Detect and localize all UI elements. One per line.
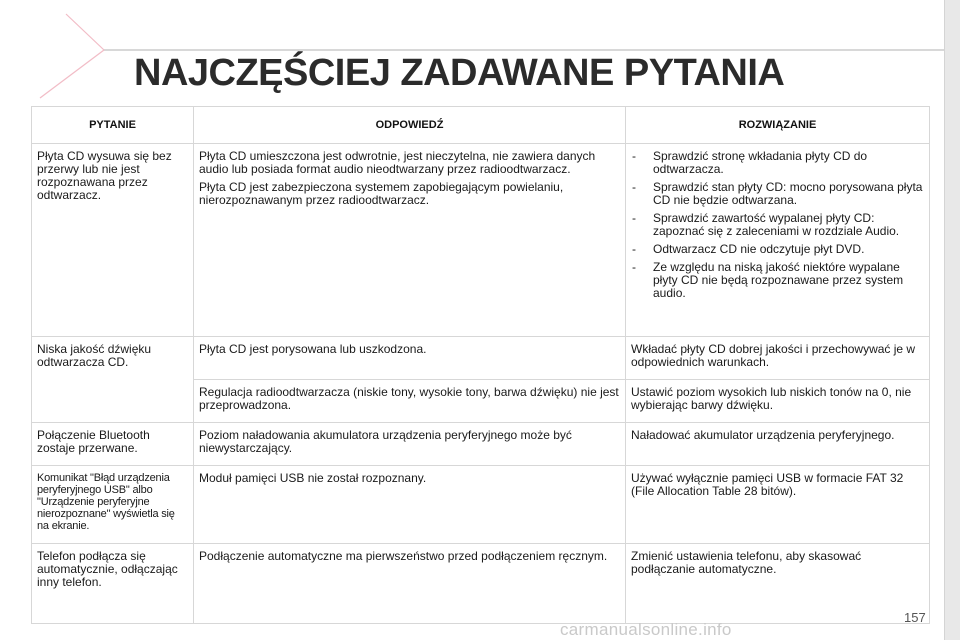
table-row — [32, 144, 930, 337]
page-number: 157 — [904, 610, 926, 625]
table-row — [32, 544, 930, 624]
column-header-question: PYTANIE — [32, 107, 194, 144]
page-edge-strip — [944, 0, 960, 640]
watermark: carmanualsonline.info — [560, 620, 732, 639]
header-rule — [104, 49, 944, 51]
solution-cell: Naładować akumulator urządzenia peryferyjnego. — [626, 423, 930, 466]
table-row — [32, 337, 930, 380]
answer-cell: Regulacja radioodtwarzacza (niskie tony, wysokie tony, barwa dźwięku) nie jest przeprowadzona. — [194, 380, 626, 423]
question-cell: Płyta CD wysuwa się bez przerwy lub nie jest rozpoznawana przez odtwarzacz. — [32, 144, 194, 337]
solution-cell: Zmienić ustawienia telefonu, aby skasować podłączanie automatyczne. — [626, 544, 930, 624]
table-header-row — [32, 107, 930, 144]
solution-cell: Używać wyłącznie pamięci USB w formacie FAT 32 (File Allocation Table 28 bitów). — [626, 466, 930, 544]
solution-item: - Sprawdzić zawartość wypalanej płyty CD: zapoznać się z zaleceniami w rozdziale Audio. — [631, 212, 925, 238]
question-cell: Połączenie Bluetooth zostaje przerwane. — [32, 423, 194, 466]
column-header-answer: ODPOWIEDŹ — [194, 107, 626, 144]
solution-item: - Sprawdzić stronę wkładania płyty CD do odtwarzacza. — [631, 150, 925, 176]
solution-cell: Wkładać płyty CD dobrej jakości i przechowywać je w odpowiednich warunkach. — [626, 337, 930, 380]
answer-cell: Moduł pamięci USB nie został rozpoznany. — [194, 466, 626, 544]
answer-cell: Poziom naładowania akumulatora urządzenia peryferyjnego może być niewystarczający. — [194, 423, 626, 466]
solution-item: - Ze względu na niską jakość niektóre wypalane płyty CD nie będą rozpoznawane przez system audio. — [631, 261, 925, 300]
faq-table — [31, 106, 930, 624]
solution-cell — [626, 144, 930, 337]
question-cell: Komunikat "Błąd urządzenia peryferyjnego USB" albo "Urządzenie peryferyjne nierozpoznane" wyświetla się na ekranie. — [32, 466, 194, 544]
solution-cell: Ustawić poziom wysokich lub niskich tonów na 0, nie wybierając barwy dźwięku. — [626, 380, 930, 423]
solution-list — [631, 150, 925, 300]
answer-cell: Płyta CD jest porysowana lub uszkodzona. — [194, 337, 626, 380]
answer-text: Płyta CD jest zabezpieczona systemem zapobiegającym powielaniu, nierozpoznawanym przez radioodtwarzacz. — [199, 180, 564, 207]
answer-cell: Podłączenie automatyczne ma pierwszeństwo przed podłączeniem ręcznym. — [194, 544, 626, 624]
question-cell: Telefon podłącza się automatycznie, odłączając inny telefon. — [32, 544, 194, 624]
table-row — [32, 466, 930, 544]
corner-decoration — [0, 0, 130, 100]
question-cell: Niska jakość dźwięku odtwarzacza CD. — [32, 337, 194, 423]
answer-cell — [194, 144, 626, 337]
table-row — [32, 423, 930, 466]
solution-item: - Sprawdzić stan płyty CD: mocno porysowana płyta CD nie będzie odtwarzana. — [631, 181, 925, 207]
page-title: NAJCZĘŚCIEJ ZADAWANE PYTANIA — [134, 52, 785, 94]
answer-text: Płyta CD umieszczona jest odwrotnie, jest nieczytelna, nie zawiera danych audio lub posiada format audio nieodtwarzany przez radioodtwarzacz. — [199, 149, 596, 176]
column-header-solution: ROZWIĄZANIE — [626, 107, 930, 144]
solution-item: - Odtwarzacz CD nie odczytuje płyt DVD. — [631, 243, 925, 256]
